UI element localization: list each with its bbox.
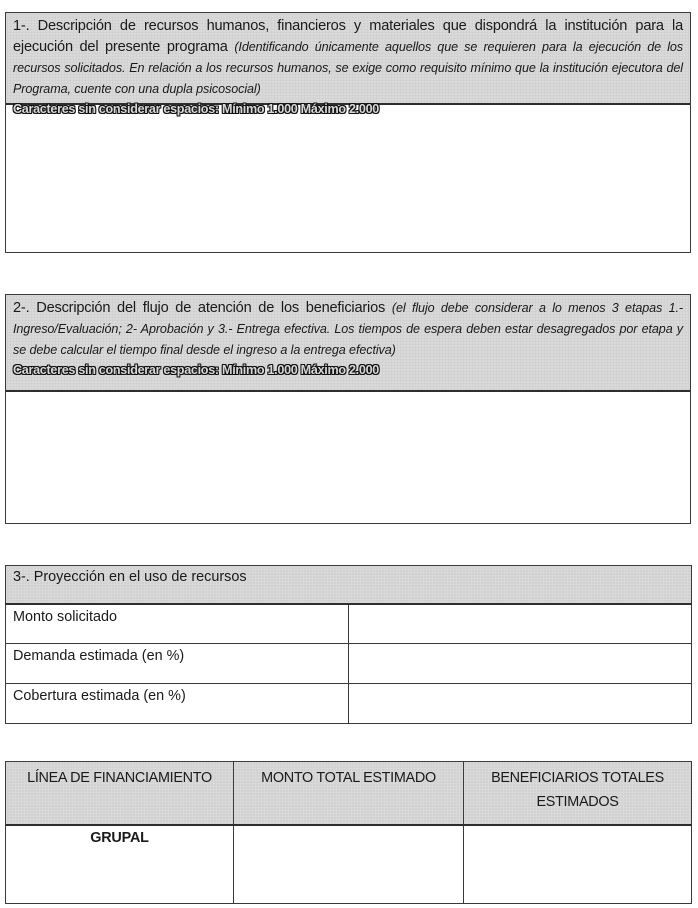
- demanda-estimada-label: Demanda estimada (en %): [6, 644, 349, 684]
- section-proyeccion-title: 3-. Proyección en el uso de recursos: [6, 566, 692, 604]
- monto-total-input[interactable]: [234, 825, 464, 904]
- section-flujo-header: [6, 295, 690, 392]
- monto-solicitado-input[interactable]: [349, 604, 692, 644]
- section-recursos-title: [13, 16, 683, 100]
- section-proyeccion-header-row: [6, 566, 692, 604]
- linea-cell: GRUPAL: [6, 825, 234, 904]
- section-recursos-title-main: 1-. Descripción de recursos humanos, financieros y materiales que dispondrá la institución para la ejecución del presente programa: [13, 18, 683, 55]
- column-header-monto: MONTO TOTAL ESTIMADO: [234, 762, 464, 825]
- section-flujo-title-note: (el flujo debe considerar a lo menos 3 etapas 1.- Ingreso/Evaluación; 2- Aprobación y 3.- Entrega efectiva. Los tiempos de espera deben estar desagregados por etapa y se debe calcular el tiempo final desde el ingreso a la entrega efectiva): [13, 301, 683, 357]
- table-row: [6, 684, 692, 724]
- cobertura-estimada-input[interactable]: [349, 684, 692, 724]
- table-row: [6, 604, 692, 644]
- demanda-estimada-input[interactable]: [349, 644, 692, 684]
- section-recursos: [5, 12, 691, 253]
- financiamiento-table: [5, 761, 692, 904]
- monto-solicitado-label: Monto solicitado: [6, 604, 349, 644]
- section-recursos-header: [6, 13, 690, 116]
- section-flujo: [5, 294, 691, 524]
- beneficiarios-totales-input[interactable]: [464, 825, 692, 904]
- section-recursos-textarea[interactable]: [6, 105, 690, 251]
- table-row: [6, 644, 692, 684]
- section-flujo-title-main: 2-. Descripción del flujo de atención de los beneficiarios: [13, 300, 386, 316]
- cobertura-estimada-label: Cobertura estimada (en %): [6, 684, 349, 724]
- section-flujo-title: [13, 298, 683, 361]
- section-proyeccion-table: [5, 565, 692, 724]
- section-flujo-textarea[interactable]: [6, 392, 690, 522]
- column-header-linea: LÍNEA DE FINANCIAMIENTO: [6, 762, 234, 825]
- section-flujo-char-limit: Caracteres sin considerar espacios: Mínimo 1.000 Máximo 2.000: [13, 363, 379, 377]
- section-recursos-title-note: (Identificando únicamente aquellos que se requieren para la ejecución de los recursos solicitados. En relación a los recursos humanos, se exige como requisito mínimo que la institución ejecutora del Programa, cuente con una dupla psicosocial): [13, 40, 683, 96]
- section-recursos-char-limit: Caracteres sin considerar espacios: Mínimo 1.000 Máximo 2.000: [13, 102, 379, 116]
- financiamiento-header-row: [6, 762, 692, 825]
- column-header-beneficiarios: BENEFICIARIOS TOTALES ESTIMADOS: [464, 762, 692, 825]
- table-row: [6, 825, 692, 904]
